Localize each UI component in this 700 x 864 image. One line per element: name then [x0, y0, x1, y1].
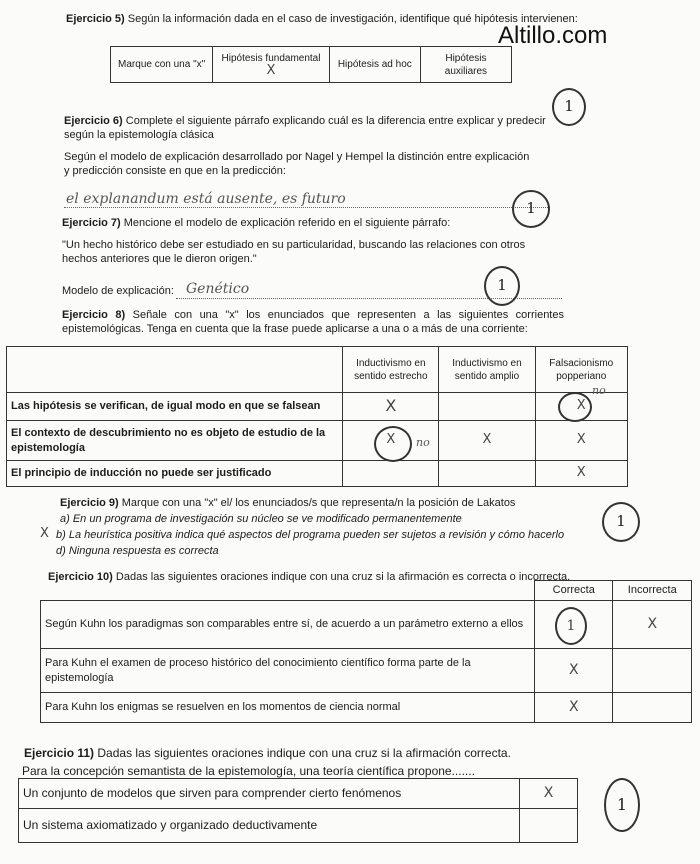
site-logo[interactable]: Altillo.com: [498, 22, 608, 49]
ex8-col-estrecho: Inductivismo en sentido estrecho: [343, 347, 439, 393]
ex8-label: Ejercicio 8): [62, 309, 126, 321]
ex5-grade-circle: [552, 88, 586, 126]
ex10-row2-correcta[interactable]: X: [534, 649, 613, 693]
ex5-heading: [66, 12, 578, 26]
ex11-text: Dadas las siguientes oraciones indique con una cruz si la afirmación correcta.: [97, 746, 511, 760]
ex7-text: Mencione el modelo de explicación referido en el siguiente párrafo:: [123, 217, 451, 229]
ex7-field-label: Modelo de explicación:: [62, 285, 174, 297]
ex8-row2-mark-amplio[interactable]: X: [439, 421, 535, 461]
ex11-row2-mark[interactable]: [520, 809, 578, 843]
ex10-row-text: Según Kuhn los paradigmas son comparables entre sí, de acuerdo a un parámetro externo a ellos: [41, 601, 535, 649]
ex8-row3-mark-estrecho[interactable]: [343, 461, 439, 487]
ex7-quote: "Un hecho histórico debe ser estudiado en su particularidad, buscando las relaciones con otros hechos anteriores que le dieron origen.": [62, 239, 526, 266]
ex8-row-text: El principio de inducción no puede ser justificado: [7, 461, 343, 487]
table-row: [41, 601, 692, 649]
ex10-text: Dadas las siguientes oraciones indique con una cruz si la afirmación es correcta o incorrecta.: [115, 571, 571, 583]
ex6-heading: [64, 114, 556, 143]
ex8-header-row: [7, 347, 628, 393]
table-row: [41, 649, 692, 693]
table-row: [7, 461, 628, 487]
ex10-row3-incorrecta[interactable]: [613, 693, 692, 723]
ex8-row2-circle: [374, 426, 412, 462]
ex6-grade-circle: [512, 190, 550, 228]
table-row: [41, 693, 692, 723]
ex9-option-d[interactable]: d) Ninguna respuesta es correcta: [56, 545, 219, 557]
ex10-row3-correcta[interactable]: X: [534, 693, 613, 723]
ex5-mark[interactable]: X: [266, 63, 276, 78]
ex5-col-auxiliares: Hipótesis auxiliares: [420, 47, 511, 83]
ex11-table: [18, 778, 578, 843]
ex11-row1-mark[interactable]: X: [520, 779, 578, 809]
ex8-row-text: El contexto de descubrimiento no es objeto de estudio de la epistemología: [7, 421, 343, 461]
ex5-col-mark: Marque con una "x": [111, 47, 213, 83]
ex8-text: Señale con una "x" los enunciados que representen a las siguientes corrientes epistemológicas. Tenga en cuenta que la frase puede aplicarse a una o a más de una corriente:: [62, 309, 564, 336]
ex5-text: Según la información dada en el caso de investigación, identifique qué hipótesis intervienen:: [127, 13, 578, 25]
ex10-col-correcta: Correcta: [534, 581, 613, 601]
ex5-table: [110, 46, 512, 83]
ex9-heading: [60, 496, 515, 510]
ex10-grade-circle: [555, 607, 587, 645]
ex8-col-popperiano: Falsacionismo popperiano: [535, 347, 627, 393]
ex10-row1-incorrecta[interactable]: X: [613, 601, 692, 649]
ex10-col-incorrecta: Incorrecta: [613, 581, 692, 601]
ex6-answer[interactable]: el explanandum está ausente, es futuro: [66, 191, 346, 207]
ex6-text: Complete el siguiente párrafo explicando cuál es la diferencia entre explicar y predecir según la epistemología clásica: [64, 115, 546, 142]
table-row: [7, 393, 628, 421]
ex10-row2-incorrecta[interactable]: [613, 649, 692, 693]
ex10-table: [40, 580, 692, 723]
ex5-col-fundamental-label: Hipótesis fundamental: [221, 53, 321, 64]
ex9-grade: 1: [616, 512, 626, 530]
ex8-heading: [62, 308, 564, 337]
ex8-row3-mark-popperiano[interactable]: X: [535, 461, 627, 487]
ex8-table: [6, 346, 628, 487]
ex9-grade-circle: [602, 502, 640, 542]
ex11-heading: [24, 746, 511, 762]
ex9-option-b[interactable]: b) La heurística positiva indica qué aspectos del programa pueden ser sujetos a revisión y cómo hacerlo: [56, 529, 565, 541]
ex5-label: Ejercicio 5): [66, 13, 125, 25]
ex10-label: Ejercicio 10): [48, 571, 113, 583]
ex6-label: Ejercicio 6): [64, 115, 123, 127]
ex6-grade: 1: [526, 199, 536, 217]
ex7-answer[interactable]: Genético: [186, 281, 250, 297]
ex8-note: no: [416, 436, 430, 449]
ex11-intro: Para la concepción semantista de la epistemología, una teoría científica propone.......: [22, 764, 475, 778]
ex6-paragraph: Según el modelo de explicación desarrollado por Nagel y Hempel la distinción entre explicación y predicción consiste en que en la predicción:: [64, 151, 530, 178]
ex9-text: Marque con una "x" el/ los enunciados/s que representa/n la posición de Lakatos: [121, 497, 516, 509]
ex10-header-empty: [41, 581, 535, 601]
ex8-row2-mark-popperiano[interactable]: X: [535, 421, 627, 461]
ex8-row1-mark-amplio[interactable]: [439, 393, 535, 421]
ex8-note-2: no: [592, 384, 606, 397]
ex5-grade: 1: [564, 97, 574, 115]
table-row: [19, 779, 578, 809]
ex9-label: Ejercicio 9): [60, 497, 119, 509]
table-row: [7, 421, 628, 461]
ex5-col-adhoc: Hipótesis ad hoc: [329, 47, 420, 83]
ex10-row1-correcta[interactable]: [534, 601, 613, 649]
ex8-col-amplio: Inductivismo en sentido amplio: [439, 347, 535, 393]
ex7-heading: [62, 216, 450, 230]
ex7-label: Ejercicio 7): [62, 217, 121, 229]
ex11-row-text: Un conjunto de modelos que sirven para comprender cierto fenómenos: [19, 779, 520, 809]
ex9-option-a[interactable]: a) En un programa de investigación su núcleo se ve modificado permanentemente: [60, 513, 462, 525]
ex8-row3-mark-amplio[interactable]: [439, 461, 535, 487]
ex11-row-text: Un sistema axiomatizado y organizado deductivamente: [19, 809, 520, 843]
ex10-grade: 1: [566, 618, 576, 634]
ex11-label: Ejercicio 11): [24, 746, 95, 760]
ex6-answer-line: [64, 207, 550, 208]
ex11-grade: 1: [616, 795, 628, 814]
ex8-row2-mark-estrecho[interactable]: X: [343, 421, 439, 461]
ex5-col-fundamental: [213, 47, 330, 83]
ex8-row1-mark-estrecho[interactable]: X: [343, 393, 439, 421]
ex11-grade-circle: [604, 778, 640, 832]
ex8-header-empty: [7, 347, 343, 393]
ex8-row1-mark-popperiano[interactable]: X: [535, 393, 627, 421]
ex7-grade-circle: [484, 266, 520, 306]
ex8-row1-circle: [558, 392, 592, 422]
ex10-row-text: Para Kuhn el examen de proceso histórico del conocimiento científico forma parte de la epistemología: [41, 649, 535, 693]
table-row: [19, 809, 578, 843]
ex10-row-text: Para Kuhn los enigmas se resuelven en los momentos de ciencia normal: [41, 693, 535, 723]
ex9-mark[interactable]: X: [40, 526, 49, 541]
ex8-row-text: Las hipótesis se verifican, de igual modo en que se falsean: [7, 393, 343, 421]
ex7-grade: 1: [497, 276, 507, 294]
ex10-header-row: [41, 581, 692, 601]
